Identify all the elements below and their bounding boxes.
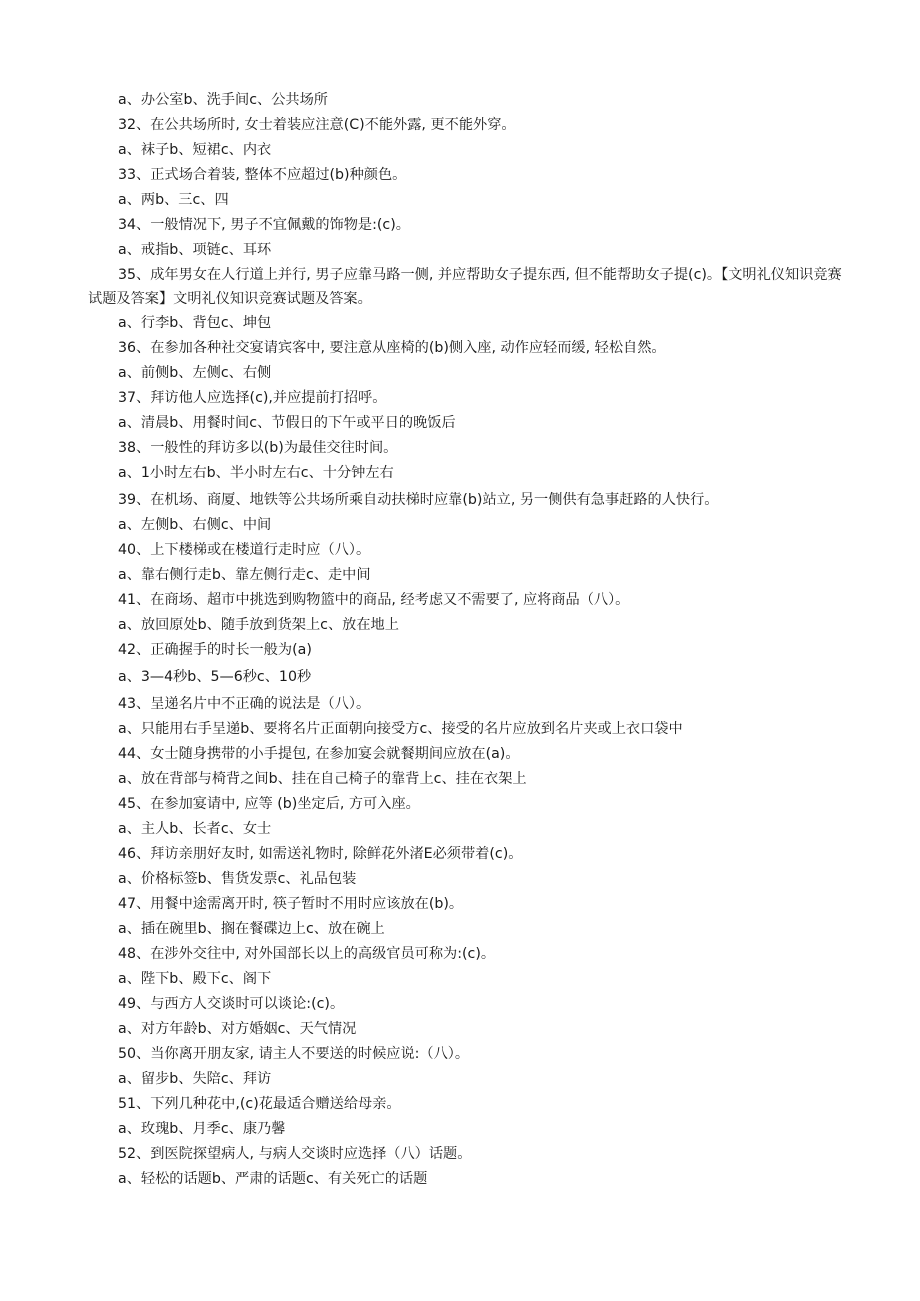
- option-line: a、插在碗里b、搁在餐碟边上c、放在碗上: [118, 921, 385, 937]
- option-line: a、前侧b、左侧c、右侧: [118, 365, 272, 381]
- question-line: 50、当你离开朋友家, 请主人不要送的时候应说:（八）。: [118, 1046, 470, 1062]
- option-line: a、玫瑰b、月季c、康乃馨: [118, 1121, 286, 1137]
- option-line: a、对方年龄b、对方婚姻c、天气情况: [118, 1021, 357, 1037]
- option-line: a、3—4秒b、5—6秒c、10秒: [118, 669, 312, 685]
- option-line: a、1小时左右b、半小时左右c、十分钟左右: [118, 465, 394, 481]
- question-line: 35、成年男女在人行道上并行, 男子应靠马路一侧, 并应帮助女子提东西, 但不能帮助女子提(c)。【文明礼仪知识竞赛试题及答案】文明礼仪知识竞赛试题及答案。: [88, 267, 842, 307]
- question-line: 49、与西方人交谈时可以谈论:(c)。: [118, 996, 345, 1012]
- option-line: a、戒指b、项链c、耳环: [118, 242, 272, 258]
- question-line: 34、一般情况下, 男子不宜佩戴的饰物是:(c)。: [118, 217, 410, 233]
- option-line: a、清晨b、用餐时间c、节假日的下午或平日的晚饭后: [118, 415, 456, 431]
- question-line: 43、呈递名片中不正确的说法是（八）。: [118, 696, 371, 712]
- question-line: 44、女士随身携带的小手提包, 在参加宴会就餐期间应放在(a)。: [118, 746, 520, 762]
- question-line: 36、在参加各种社交宴请宾客中, 要注意从座椅的(b)侧入座, 动作应轻而缓, 轻松自然。: [118, 340, 666, 356]
- question-line: 42、正确握手的时长一般为(a): [118, 642, 312, 658]
- question-list: [88, 88, 844, 1192]
- option-line: a、陛下b、殿下c、阁下: [118, 971, 272, 987]
- question-line: 46、拜访亲朋好友时, 如需送礼物时, 除鲜花外渚E必须带着(c)。: [118, 846, 523, 862]
- option-line: a、轻松的话题b、严肃的话题c、有关死亡的话题: [118, 1171, 428, 1187]
- question-line: 38、一般性的拜访多以(b)为最佳交往时间。: [118, 440, 398, 456]
- question-line: 39、在机场、商厦、地铁等公共场所乘自动扶梯时应靠(b)站立, 另一侧供有急事赶路的人快行。: [118, 492, 719, 508]
- question-line: 32、在公共场所时, 女士着装应注意(C)不能外露, 更不能外穿。: [118, 117, 516, 133]
- option-line: a、放在背部与椅背之间b、挂在自己椅子的靠背上c、挂在衣架上: [118, 771, 527, 787]
- question-line: 47、用餐中途需离开时, 筷子暂时不用时应该放在(b)。: [118, 896, 464, 912]
- question-line: 52、到医院探望病人, 与病人交谈时应选择（八）话题。: [118, 1146, 472, 1162]
- question-line: 33、正式场合着装, 整体不应超过(b)种颜色。: [118, 167, 407, 183]
- option-line: a、主人b、长者c、女士: [118, 821, 272, 837]
- option-line: a、左侧b、右侧c、中间: [118, 517, 272, 533]
- option-line: a、放回原处b、随手放到货架上c、放在地上: [118, 617, 399, 633]
- option-line: a、办公室b、洗手间c、公共场所: [118, 92, 328, 108]
- question-line: 41、在商场、超市中挑选到购物篮中的商品, 经考虑又不需要了, 应将商品（八）。: [118, 592, 630, 608]
- option-line: a、价格标签b、售货发票c、礼品包装: [118, 871, 357, 887]
- question-line: 45、在参加宴请中, 应等 (b)坐定后, 方可入座。: [118, 796, 420, 812]
- option-line: a、靠右侧行走b、靠左侧行走c、走中间: [118, 567, 371, 583]
- option-line: a、两b、三c、四: [118, 192, 229, 208]
- question-line: 48、在涉外交往中, 对外国部长以上的高级官员可称为:(c)。: [118, 946, 496, 962]
- question-line: 51、下列几种花中,(c)花最适合赠送给母亲。: [118, 1096, 401, 1112]
- option-line: a、行李b、背包c、坤包: [118, 315, 272, 331]
- question-line: 40、上下楼梯或在楼道行走时应（八）。: [118, 542, 371, 558]
- option-line: a、袜子b、短裙c、内衣: [118, 142, 272, 158]
- option-line: a、留步b、失陪c、拜访: [118, 1071, 272, 1087]
- option-line: a、只能用右手呈递b、要将名片正面朝向接受方c、接受的名片应放到名片夹或上衣口袋中: [118, 721, 683, 737]
- question-line: 37、拜访他人应选择(c),并应提前打招呼。: [118, 390, 387, 406]
